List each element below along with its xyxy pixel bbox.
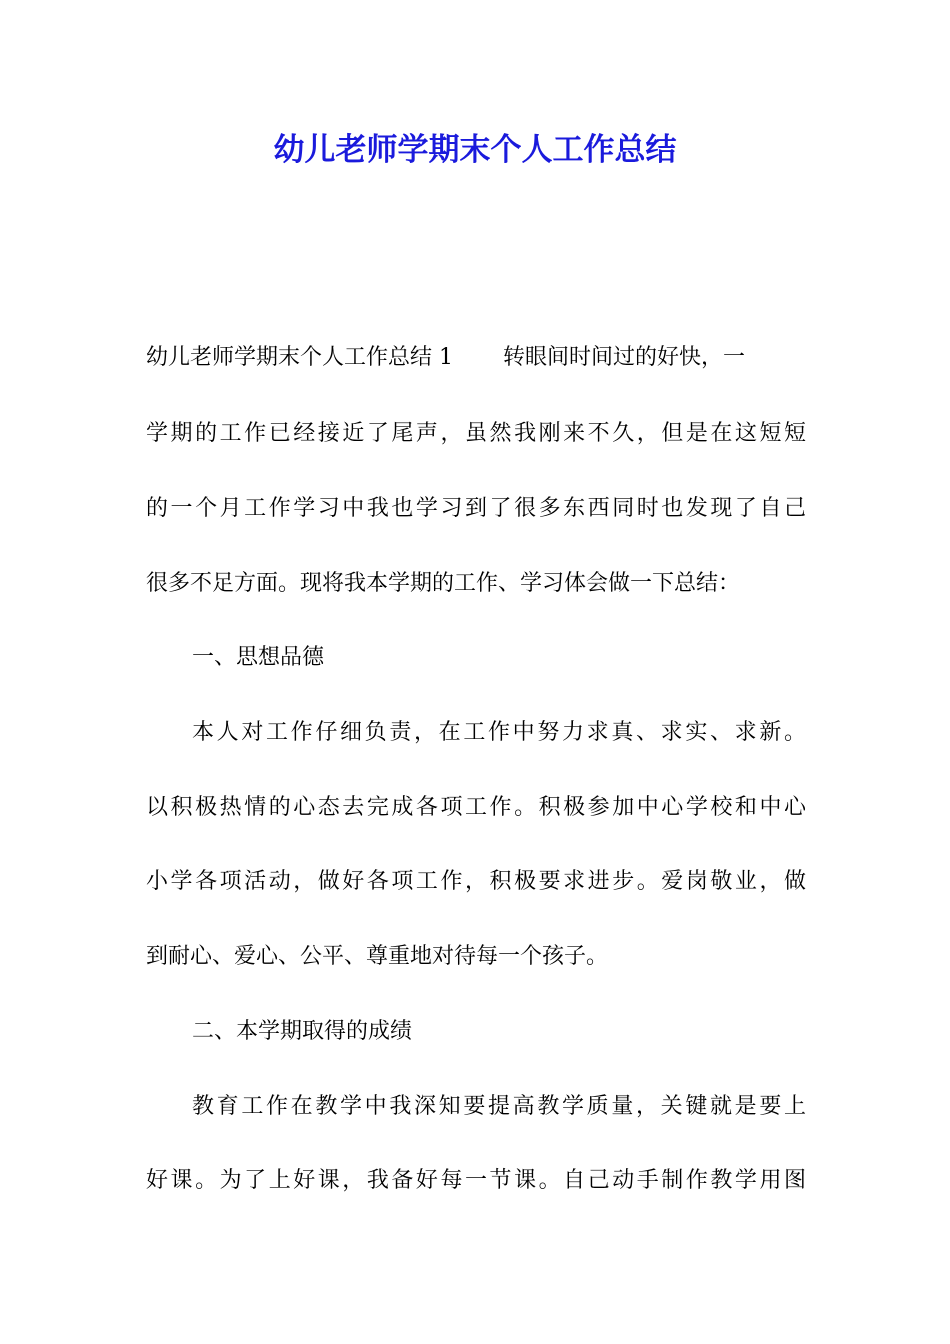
paragraph-line-7: 小学各项活动，做好各项工作，积极要求进步。爱岗敬业，做 <box>146 869 806 894</box>
paragraph-line-6: 以积极热情的心态去完成各项工作。积极参加中心学校和中心 <box>146 795 806 820</box>
paragraph-line-2: 学期的工作已经接近了尾声，虽然我刚来不久，但是在这短短 <box>146 421 806 446</box>
section-heading-1: 一、思想品德 <box>192 645 325 670</box>
paragraph-line-9: 教育工作在教学中我深知要提高教学质量，关键就是要上 <box>192 1094 806 1119</box>
paragraph-text: 转眼间时间过的好快，一 <box>503 345 746 370</box>
paragraph-line-5: 本人对工作仔细负责，在工作中努力求真、求实、求新。 <box>192 720 806 745</box>
paragraph-line-4: 很多不足方面。现将我本学期的工作、学习体会做一下总结： <box>146 571 741 596</box>
paragraph-line-10: 好课。为了上好课，我备好每一节课。自己动手制作教学用图 <box>146 1168 806 1193</box>
section-heading-inline: 幼儿老师学期末个人工作总结 1 <box>146 345 453 370</box>
section-heading-2: 二、本学期取得的成绩 <box>192 1019 413 1044</box>
document-title: 幼儿老师学期末个人工作总结 <box>273 132 677 168</box>
paragraph-line-3: 的一个月工作学习中我也学习到了很多东西同时也发现了自己 <box>146 496 806 521</box>
paragraph-line-1 <box>146 338 806 378</box>
paragraph-line-8: 到耐心、爱心、公平、尊重地对待每一个孩子。 <box>146 944 609 969</box>
